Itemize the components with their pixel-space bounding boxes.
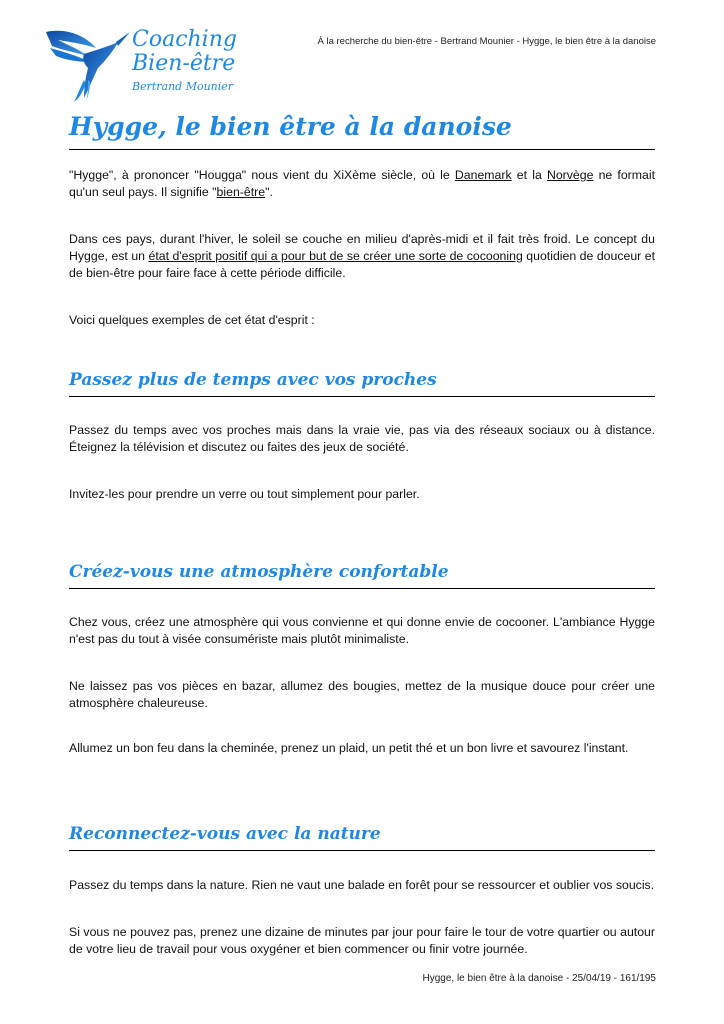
logo: [44, 22, 244, 104]
logo-author: Bertrand Mounier: [132, 80, 234, 93]
intro-paragraph-3: Voici quelques exemples de cet état d'esprit :: [69, 313, 315, 327]
section-heading-atmosphere: Créez-vous une atmosphère confortable: [69, 562, 449, 582]
text-span: ne formait qu'un seul pays. Il signifie ": [69, 168, 655, 199]
hummingbird-icon: [44, 24, 130, 104]
intro-paragraph-1: [69, 167, 655, 201]
title-divider: [69, 149, 655, 150]
text-span: quotidien de douceur et de bien-être pour faire face à cette période difficile.: [69, 249, 656, 280]
section-paragraph: Passez du temps avec vos proches mais dans la vraie vie, pas via des réseaux sociaux ou à distance. Éteignez la télévision et discutez ou faites des jeux de société.: [69, 423, 655, 454]
section-paragraph: Allumez un bon feu dans la cheminée, prenez un plaid, un petit thé et un bon livre et savourez l'instant.: [69, 741, 629, 755]
logo-title-line2: Bien-être: [132, 51, 236, 76]
section-paragraph: Si vous ne pouvez pas, prenez une dizaine de minutes par jour pour faire le tour de votre quartier ou autour de votre lieu de travail pour vous oxygéner et bien commencer ou finir votre journée.: [69, 925, 655, 956]
section-divider: [69, 396, 655, 397]
section-divider: [69, 850, 655, 851]
section-heading-nature: Reconnectez-vous avec la nature: [69, 824, 381, 844]
text-span: ".: [265, 185, 273, 199]
text-span: et la: [511, 168, 547, 182]
section-paragraph: Passez du temps dans la nature. Rien ne vaut une balade en forêt pour se ressourcer et oublier vos soucis.: [69, 878, 655, 892]
running-header: À la recherche du bien-être - Bertrand Mounier - Hygge, le bien être à la danoise: [317, 36, 656, 47]
section-heading-proches: Passez plus de temps avec vos proches: [69, 370, 437, 390]
text-span: Dans ces pays, durant l'hiver, le soleil se couche en milieu d'après-midi et il fait très froid. Le concept du Hygge, est un: [69, 232, 655, 263]
section-divider: [69, 588, 655, 589]
link-danemark[interactable]: Danemark: [454, 168, 512, 182]
page-title: Hygge, le bien être à la danoise: [69, 112, 512, 141]
section-paragraph: Chez vous, créez une atmosphère qui vous convienne et qui donne envie de cocooner. L'ambiance Hygge n'est pas du tout à visée consumériste mais plutôt minimaliste.: [69, 615, 655, 646]
logo-title-line1: Coaching: [132, 27, 237, 52]
link-etat-esprit[interactable]: état d'esprit positif qui a pour but de se créer une sorte de cocooning: [148, 249, 523, 263]
intro-paragraph-2: [69, 231, 655, 282]
link-norvege[interactable]: Norvège: [546, 168, 594, 182]
section-paragraph: Invitez-les pour prendre un verre ou tout simplement pour parler.: [69, 487, 420, 501]
section-paragraph: Ne laissez pas vos pièces en bazar, allumez des bougies, mettez de la musique douce pour créer une atmosphère chaleureuse.: [69, 679, 655, 710]
link-bien-etre[interactable]: bien-être: [216, 185, 266, 199]
page-footer: Hygge, le bien être à la danoise - 25/04/19 - 161/195: [422, 973, 656, 984]
text-span: "Hygge", à prononcer "Hougga" nous vient du XiXème siècle, où le: [69, 168, 455, 182]
